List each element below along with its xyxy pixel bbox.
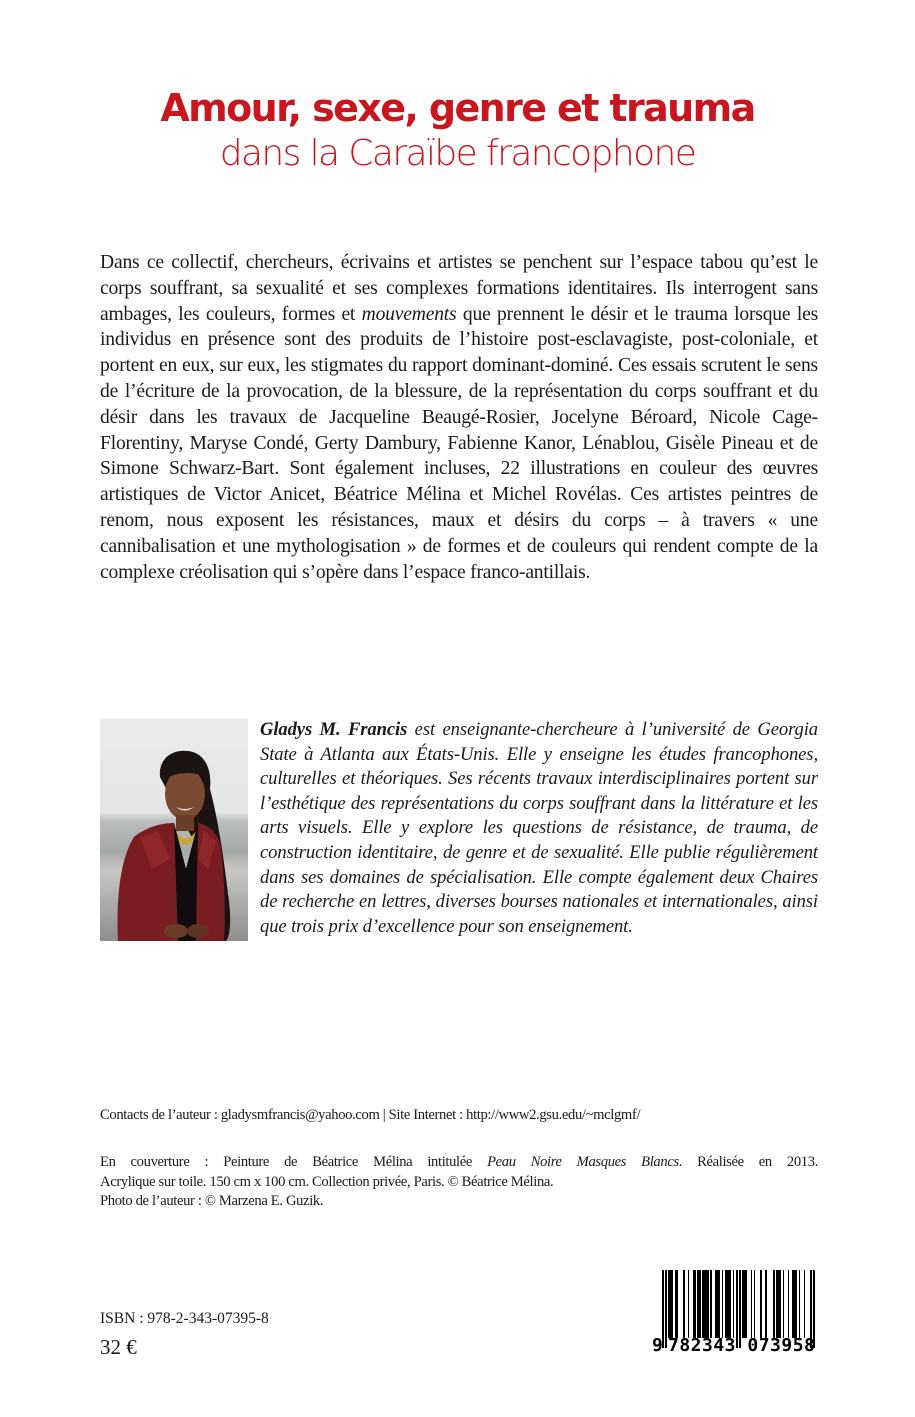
cover-painting-title: Peau Noire Masques Blancs <box>487 1154 679 1170</box>
barcode-digits <box>652 1335 820 1356</box>
author-name: Gladys M. Francis <box>260 719 408 740</box>
author-email: gladysmfrancis@yahoo.com <box>220 1107 380 1123</box>
contacts-label: Contacts de l’auteur : <box>100 1107 221 1123</box>
barcode-number: 782343 073958 <box>668 1335 816 1356</box>
author-portrait-illustration <box>100 719 248 941</box>
isbn-barcode <box>652 1266 820 1358</box>
barcode-first-digit: 9 <box>652 1335 664 1356</box>
blurb-text-1: Dans ce collectif, chercheurs, écrivains et artistes se penchent sur l’espace tabou qu’est le corps souffrant, sa sexualité et ses complexes formations identitaires. Ils interrogent sans ambages, les couleurs, formes et <box>100 252 818 325</box>
isbn: ISBN : 978-2-343-07395-8 <box>100 1310 269 1327</box>
author-bio <box>260 718 818 939</box>
cover-credit-suffix: . Réalisée en 2013. <box>678 1154 818 1170</box>
author-contacts <box>100 1106 820 1124</box>
price: 32 € <box>100 1335 137 1359</box>
cover-credits <box>100 1153 818 1212</box>
book-subtitle: dans la Caraïbe francophone <box>219 133 696 174</box>
barcode-bars <box>662 1270 816 1338</box>
cover-credit-line <box>100 1153 818 1173</box>
author-photo <box>100 719 248 941</box>
book-title: Amour, sexe, genre et trauma <box>160 86 755 130</box>
author-website: http://www2.gsu.edu/~mclgmf/ <box>466 1107 641 1123</box>
author-bio-text: est enseignante-chercheure à l’université de Georgia State à Atlanta aux États-Unis. Elle y enseigne les études francophones, culturelles et théoriques. Ses récents travaux interdisciplinaires portent sur l’esthétique des représentations du corps souffrant dans la littérature et les arts visuels. Elle y explore les questions de résistance, de trauma, de construction identitaire, de genre et de sexualité. Elle publie régulièrement dans ses domaines de spécialisation. Elle compte également deux Chaires de recherche en lettres, diverses bourses nationales et internationales, ainsi que trois prix d’excellence pour son enseignement. <box>260 719 818 937</box>
photo-credit: Photo de l’auteur : © Marzena E. Guzik. <box>100 1193 324 1209</box>
site-label: Site Internet : <box>388 1107 467 1123</box>
blurb-emphasis: mouvements <box>361 303 457 325</box>
contacts-separator: | <box>379 1107 389 1123</box>
blurb-text-2: que prennent le désir et le trauma lorsque les individus en présence sont des produits de l’histoire post-esclavagiste, post-coloniale, et portent en eux, sur eux, les stigmates du rapport dominant-dominé. Ces essais scrutent le sens de l’écriture de la provocation, de la blessure, de la représentation du corps souffrant et du désir dans les travaux de Jacqueline Beaugé-Rosier, Jocelyne Béroard, Nicole Cage-Florentiny, Maryse Condé, Gerty Dambury, Fabienne Kanor, Lénablou, Gisèle Pineau et de Simone Schwarz-Bart. Sont également incluses, 22 illustrations en couleur des œuvres artistiques de Victor Anicet, Béatrice Mélina et Michel Rovélas. Ces artistes peintres de renom, nous exposent les résistances, maux et désirs du corps – à travers « une cannibalisation et une mythologisation » de formes et de couleurs qui rendent compte de la complexe créolisation qui s’opère dans l’espace franco-antillais. <box>100 303 818 583</box>
blurb-paragraph <box>100 250 818 585</box>
cover-credit-prefix: En couverture : Peinture de Béatrice Mélina intitulée <box>100 1154 488 1170</box>
title-block <box>0 84 915 176</box>
cover-details: Acrylique sur toile. 150 cm x 100 cm. Collection privée, Paris. © Béatrice Mélina. <box>100 1173 554 1190</box>
